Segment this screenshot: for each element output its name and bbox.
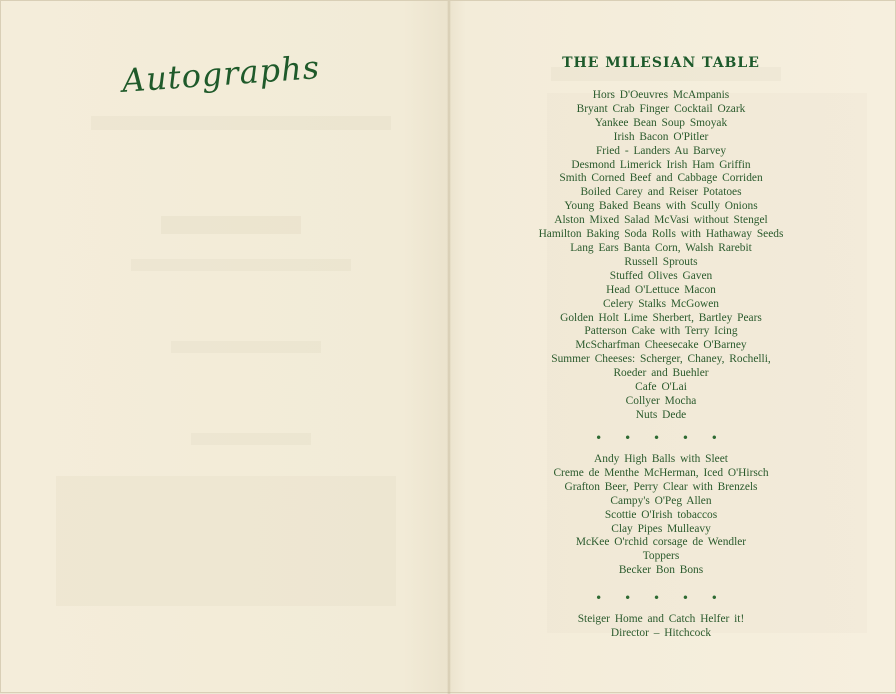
menu-item: Head O'Lettuce Macon: [606, 283, 716, 296]
menu-item: Cafe O'Lai: [635, 381, 687, 394]
show-through-block: [161, 216, 301, 234]
drink-item: Becker Bon Bons: [618, 564, 704, 577]
closing-line: Director – Hitchcock: [610, 626, 712, 639]
menu-item: Young Baked Beans with Scully Onions: [564, 200, 758, 213]
menu-item: Hamilton Baking Soda Rolls with Hathaway Seeds: [538, 228, 784, 241]
drink-item: Toppers: [642, 550, 680, 563]
show-through-block: [131, 259, 351, 271]
menu-item: Irish Bacon O'Pitler: [613, 130, 709, 143]
show-through-block: [191, 433, 311, 445]
menu-item: Fried - Landers Au Barvey: [595, 144, 727, 157]
dot-separator: • • • • •: [595, 431, 727, 445]
food-menu-list: [451, 89, 871, 423]
closing-list: [451, 613, 871, 641]
menu-item: McScharfman Cheesecake O'Barney: [575, 339, 747, 352]
menu-item: Roeder and Buehler: [613, 367, 709, 380]
menu-item: Summer Cheeses: Scherger, Chaney, Rochelli,: [551, 353, 771, 366]
drink-item: McKee O'rchid corsage de Wendler: [575, 536, 747, 549]
drink-item: Grafton Beer, Perry Clear with Brenzels: [564, 480, 758, 493]
show-through-block: [56, 476, 396, 606]
menu-item: Russell Sprouts: [624, 255, 698, 268]
drink-item: Andy High Balls with Sleet: [594, 453, 728, 465]
drink-item: Creme de Menthe McHerman, Iced O'Hirsch: [553, 466, 769, 479]
menu-item: Patterson Cake with Terry Icing: [584, 325, 738, 338]
menu-item: Boiled Carey and Reiser Potatoes: [580, 186, 742, 199]
menu-item: Celery Stalks McGowen: [603, 297, 719, 310]
show-through-block: [171, 341, 321, 353]
drink-item: Scottie O'Irish tobaccos: [604, 508, 718, 521]
dot-separator: • • • • •: [595, 591, 727, 605]
menu-item: Alston Mixed Salad McVasi without Stengel: [554, 214, 768, 227]
closing-line: Steiger Home and Catch Helfer it!: [577, 613, 745, 625]
menu-item: Desmond Limerick Irish Ham Griffin: [571, 158, 751, 171]
left-page: [1, 1, 447, 694]
menu-item: Nuts Dede: [635, 408, 687, 421]
menu-item: Hors D'Oeuvres McAmpanis: [592, 89, 730, 101]
menu-item: Yankee Bean Soup Smoyak: [594, 116, 728, 129]
show-through-block: [91, 116, 391, 130]
drinks-list: [451, 453, 871, 578]
drink-item: Campy's O'Peg Allen: [610, 494, 712, 507]
menu-item: Stuffed Olives Gaven: [609, 269, 713, 282]
menu-item: Golden Holt Lime Sherbert, Bartley Pears: [560, 311, 762, 324]
menu-item: Smith Corned Beef and Cabbage Corriden: [559, 172, 763, 185]
right-page: [451, 1, 896, 694]
autographs-title: Autographs: [120, 48, 322, 100]
menu-title: THE MILESIAN TABLE: [562, 55, 760, 71]
drink-item: Clay Pipes Mulleavy: [611, 522, 711, 535]
menu-item: Lang Ears Banta Corn, Walsh Rarebit: [570, 241, 752, 254]
menu-item: Bryant Crab Finger Cocktail Ozark: [576, 102, 746, 115]
menu-item: Collyer Mocha: [625, 394, 697, 407]
